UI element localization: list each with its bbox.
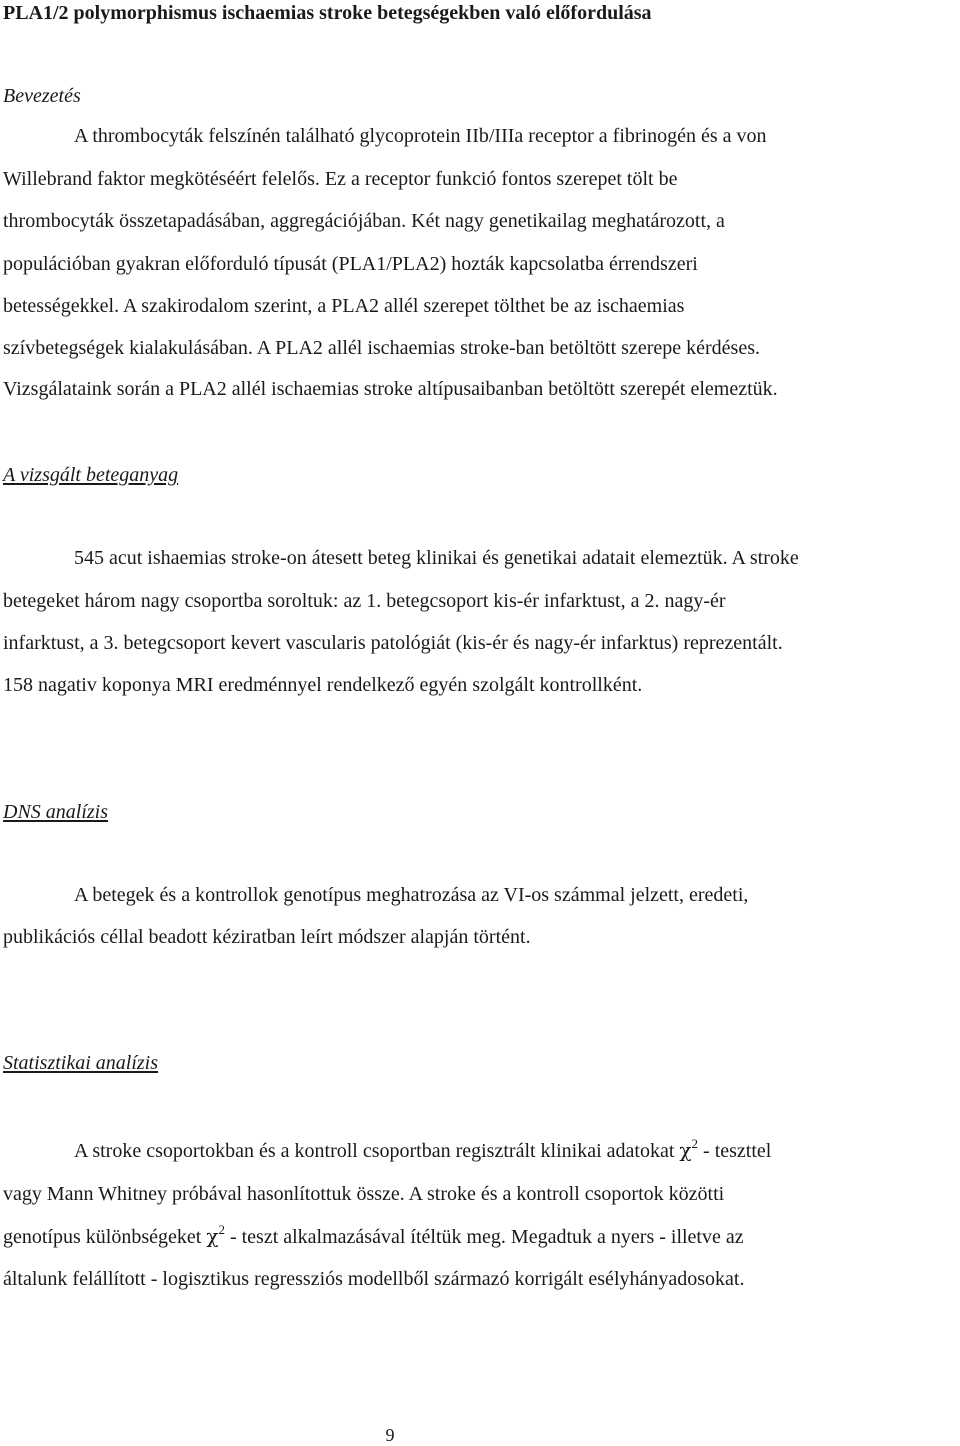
stats-line-1-suffix: - teszttel xyxy=(703,1140,772,1162)
stats-line-4: általunk felállított - logisztikus regressziós modellből származó korrigált esélyhányadosokat. xyxy=(3,1268,745,1290)
stats-line-3-text: genotípus különbségeket xyxy=(3,1226,202,1248)
page-number: 9 xyxy=(385,1425,395,1445)
dna-line-1: A betegek és a kontrollok genotípus meghatrozása az VI-os számmal jelzett, eredeti, xyxy=(74,884,749,906)
stats-line-2: vagy Mann Whitney próbával hasonlítottuk össze. A stroke és a kontroll csoportok közötti xyxy=(3,1183,725,1205)
stats-line-1-text: A stroke csoportokban és a kontroll csoportban regisztrált klinikai adatokat xyxy=(74,1140,675,1162)
material-line-3: infarktust, a 3. betegcsoport kevert vascularis patológiát (kis-ér és nagy-ér infarktus) reprezentált. xyxy=(3,632,783,654)
section-heading-stats xyxy=(3,1050,158,1076)
section-heading-material-text: A vizsgált beteganyag xyxy=(3,464,179,486)
chi-exponent: 2 xyxy=(691,1136,699,1151)
stats-line-3 xyxy=(3,1223,744,1252)
document-title: PLA1/2 polymorphismus ischaemias stroke betegségekben való előfordulása xyxy=(3,2,652,24)
stats-line-3-suffix: - teszt alkalmazásával ítéltük meg. Megadtuk a nyers - illetve az xyxy=(229,1226,744,1248)
intro-line-2: Willebrand faktor megkötéséért felelős. Ez a receptor funkció fontos szerepet tölt be xyxy=(3,168,678,190)
chi-symbol: χ xyxy=(679,1138,692,1162)
section-heading-dna xyxy=(3,799,108,825)
material-line-2: betegeket három nagy csoportba soroltuk: az 1. betegcsoport kis-ér infarktust, a 2. nagy-ér xyxy=(3,590,726,612)
dna-line-2: publikációs céllal beadott kéziratban leírt módszer alapján történt. xyxy=(3,926,531,948)
chi-symbol-2: χ xyxy=(206,1224,219,1248)
intro-line-4: populációban gyakran előforduló típusát (PLA1/PLA2) hozták kapcsolatba érrendszeri xyxy=(3,253,698,275)
section-heading-material xyxy=(3,462,178,488)
chi-exponent-2: 2 xyxy=(218,1222,225,1237)
intro-line-7: Vizsgálataink során a PLA2 allél ischaemias stroke altípusaibanban betöltött szerepét elemeztük. xyxy=(3,378,778,400)
material-line-1: 545 acut ishaemias stroke-on átesett beteg klinikai és genetikai adatait elemeztük. A stroke xyxy=(74,547,799,569)
section-heading-stats-text: Statisztikai analízis xyxy=(3,1052,159,1074)
intro-line-3: thrombocyták összetapadásában, aggregációjában. Két nagy genetikailag meghatározott, a xyxy=(3,210,725,232)
intro-line-5: betességekkel. A szakirodalom szerint, a PLA2 allél szerepet tölthet be az ischaemias xyxy=(3,295,685,317)
material-line-4: 158 nagativ koponya MRI eredménnyel rendelkező egyén szolgált kontrollként. xyxy=(3,674,643,696)
intro-line-6: szívbetegségek kialakulásában. A PLA2 allél ischaemias stroke-ban betöltött szerepe kérdéses. xyxy=(3,337,760,359)
section-heading-dna-text: DNS analízis xyxy=(3,801,109,823)
section-heading-intro: Bevezetés xyxy=(3,85,81,107)
stats-line-1 xyxy=(74,1137,771,1166)
intro-line-1: A thrombocyták felszínén található glycoprotein IIb/IIIa receptor a fibrinogén és a von xyxy=(74,125,767,147)
